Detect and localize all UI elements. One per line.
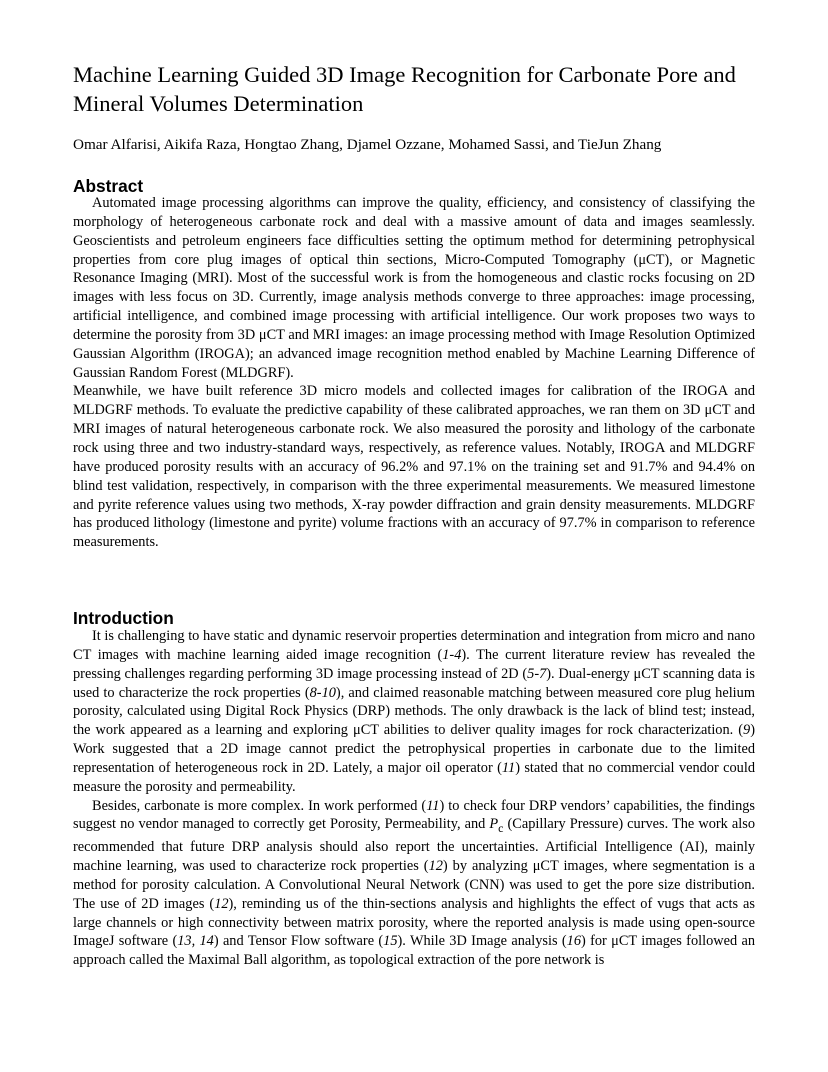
text-run: ). Dual-energy μCT scanning data is used to characterize the rock properties ( <box>73 665 756 701</box>
text-run: (Capillary Pressure) curves. The work also recommended that future DRP analysis should also report the uncertainties. Artificial Intelligence (AI), mainly machine learning, was used to characterize rock properties ( <box>73 816 755 874</box>
introduction-paragraph-1 <box>73 627 755 797</box>
citation-ref: 11 <box>501 759 516 776</box>
citation-ref: 16 <box>566 933 581 950</box>
text-run: Besides, carbonate is more complex. In work performed ( <box>92 797 427 814</box>
capillary-pressure-subscript: c <box>498 821 504 836</box>
introduction-paragraph-2 <box>73 797 755 970</box>
capillary-pressure-symbol: P <box>489 816 499 833</box>
text-run: ) for μCT images followed an approach called the Maximal Ball algorithm, as topological extraction of the pore network is <box>73 933 756 969</box>
citation-ref: 11 <box>426 797 440 814</box>
text-run: ) Work suggested that a 2D image cannot predict the petrophysical properties in carbonate due to the limited representation of heterogeneous rock in 2D. Lately, a major oil operator ( <box>73 722 755 776</box>
text-run: ) by analyzing μCT images, where segmentation is a method for porosity calculation. A Convolutional Neural Network (CNN) was used to get the pore size distribution. The use of 2D images ( <box>73 857 755 912</box>
citation-ref: 12 <box>214 895 229 912</box>
abstract-paragraph-1: Automated image processing algorithms can improve the quality, efficiency, and consistency of classifying the morphology of heterogeneous carbonate rock and deal with a massive amount of data and images seamlessly. Geoscientists and petroleum engineers face difficulties setting the optimum method for determining petrophysical properties from core plug images of optical thin sections, Micro-Computed Tomography (μCT), or Magnetic Resonance Imaging (MRI). Most of the successful work is from the homogeneous and clastic rocks focusing on 2D images with less focus on 3D. Currently, image analysis methods converge to three approaches: image processing, artificial intelligence, and combined image processing with artificial intelligence. Our work proposes two ways to determine the porosity from 3D μCT and MRI images: an image processing method with Image Resolution Optimized Gaussian Algorithm (IROGA); an advanced image recognition method enabled by Machine Learning Difference of Gaussian Random Forest (MLDGRF). <box>73 195 755 381</box>
citation-ref: 12 <box>428 857 443 874</box>
paper-title: Machine Learning Guided 3D Image Recognition for Carbonate Pore and Mineral Volumes Determination <box>73 62 736 116</box>
author-list: Omar Alfarisi, Aikifa Raza, Hongtao Zhang, Djamel Ozzane, Mohamed Sassi, and TieJun Zhang <box>73 136 662 153</box>
abstract-section <box>73 194 755 552</box>
text-run: ). While 3D Image analysis ( <box>397 933 567 950</box>
text-run: ) and Tensor Flow software ( <box>213 933 384 950</box>
citation-ref: 5-7 <box>527 665 547 682</box>
text-run: ). The current literature review has revealed the pressing challenges regarding performing 3D image processing instead of 2D ( <box>73 646 755 682</box>
text-run: ), reminding us of the thin-sections analysis and highlights the effect of vugs that acts as large channels or high connectivity between matrix porosity, where the reported analysis is made using open-source ImageJ software ( <box>73 895 755 950</box>
text-run: ), and claimed reasonable matching between measured core plug helium porosity, calculated using Digital Rock Physics (DRP) methods. The only drawback is the lack of blind test; instead, the work appeared as a learning and exploring μCT abilities to deliver quality images for rock characterization. ( <box>73 684 755 739</box>
text-run: ) stated that no commercial vendor could measure the porosity and permeability. <box>73 759 756 795</box>
abstract-heading: Abstract <box>73 176 144 196</box>
citation-ref: 15 <box>383 933 398 950</box>
citation-ref: 1-4 <box>442 646 462 663</box>
abstract-paragraph-2: Meanwhile, we have built reference 3D micro models and collected images for calibration of the IROGA and MLDGRF methods. To evaluate the predictive capability of these calibrated approaches, we ran them on 3D μCT and MRI images of natural heterogeneous carbonate rock. We also measured the porosity and lithology of the carbonate rock using three and two industry-standard ways, respectively, as reference values. Notably, IROGA and MLDGRF have produced porosity results with an accuracy of 96.2% and 97.1% on the training set and 91.7% and 94.4% on blind test validation, respectively, in comparison with the three experimental measurements. We measured limestone and pyrite reference values using two methods, X-ray powder diffraction and grain density measurements. MLDGRF has produced lithology (limestone and pyrite) volume fractions with an accuracy of 97.7% in comparison to reference measurements. <box>73 383 755 551</box>
introduction-heading: Introduction <box>73 608 174 628</box>
citation-ref: 9 <box>743 722 751 739</box>
citation-ref: 13, 14 <box>177 933 214 950</box>
text-run: It is challenging to have static and dynamic reservoir properties determination and integration from micro and nano CT images with machine learning aided image recognition ( <box>73 628 755 663</box>
citation-ref: 8-10 <box>309 684 336 701</box>
introduction-section <box>73 627 755 970</box>
text-run: ) to check four DRP vendors’ capabilities, the findings suggest no vendor managed to correctly get Porosity, Permeability, and <box>73 797 755 833</box>
